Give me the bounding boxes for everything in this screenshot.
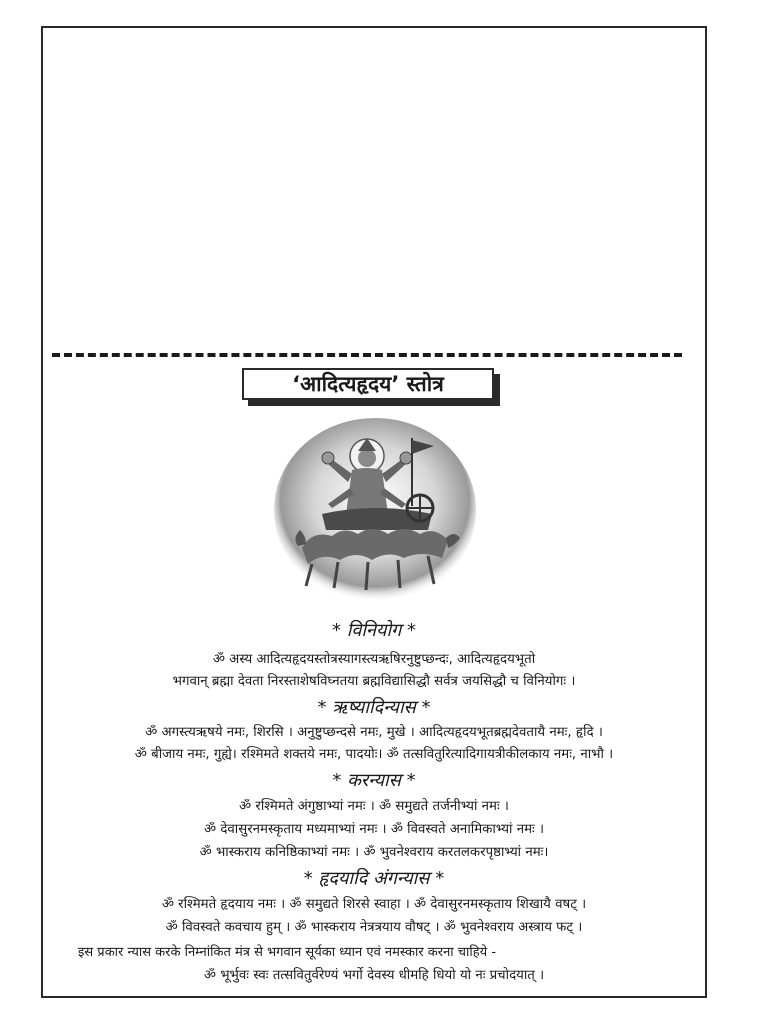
hridayadi-heading: * हृदयादि अंगन्यास * xyxy=(303,868,445,889)
surya-chariot-emblem-icon xyxy=(272,418,478,610)
hridayadi-line: ॐ विवस्वते कवचाय हुम् । ॐ भास्कराय नेत्रत्रयाय वौषट् । ॐ भुवनेश्वराय अस्त्राय फट् । xyxy=(165,920,583,935)
viniyog-heading: * विनियोग * xyxy=(331,620,416,641)
karanyas-line: ॐ रश्मिमते अंगुष्ठाभ्यां नमः । ॐ समुद्यते तर्जनीभ्यां नमः । xyxy=(239,799,509,814)
viniyog-line: ॐ अस्य आदित्यहृदयस्तोत्रस्यागस्त्यऋषिरनुष्टुप्छन्दः, आदित्यहृदयभूतो xyxy=(212,652,536,667)
rishyadi-line: ॐ अगस्त्यऋषये नमः, शिरसि । अनुष्टुप्छन्दसे नमः, मुखे । आदित्यहृदयभूतब्रह्मदेवतायै नमः, हृदि । xyxy=(145,725,603,740)
gayatri-mantra: ॐ भूर्भुवः स्वः तत्सवितुर्वरेण्यं भर्गो देवस्य धीमहि धियो यो नः प्रचोदयात् । xyxy=(203,968,545,983)
rishyadi-heading: * ऋष्यादिन्यास * xyxy=(317,697,431,718)
karanyas-line: ॐ देवासुरनमस्कृताय मध्यमाभ्यां नमः । ॐ विवस्वते अनामिकाभ्यां नमः । xyxy=(203,822,545,837)
page-title: ‘आदित्यहृदय’ स्तोत्र xyxy=(242,368,494,400)
hridayadi-line: ॐ रश्मिमते हृदयाय नमः । ॐ समुद्यते शिरसे स्वाहा । ॐ देवासुरनमस्कृताय शिखायै वषट् । xyxy=(161,897,587,912)
rishyadi-line: ॐ बीजाय नमः, गुह्ये। रश्मिमते शक्तये नमः, पादयोः। ॐ तत्सवितुरित्यादिगायत्रीकीलकाय नमः, नाभौ । xyxy=(134,747,614,762)
karanyas-heading: * करन्यास * xyxy=(332,770,416,791)
viniyog-line: भगवान् ब्रह्मा देवता निरस्ताशेषविघ्नतया ब्रह्मविद्यासिद्धौ सर्वत्र जयसिद्धौ च विनियोगः । xyxy=(172,674,576,689)
cut-line-divider xyxy=(52,353,682,357)
title-box xyxy=(242,368,500,406)
karanyas-line: ॐ भास्कराय कनिष्ठिकाभ्यां नमः । ॐ भुवनेश्वराय करतलकरपृष्ठाभ्यां नमः। xyxy=(199,845,549,860)
instruction-text: इस प्रकार न्यास करके निम्नांकित मंत्र से भगवान सूर्यका ध्यान एवं नमस्कार करना चाहिये - xyxy=(78,945,497,960)
